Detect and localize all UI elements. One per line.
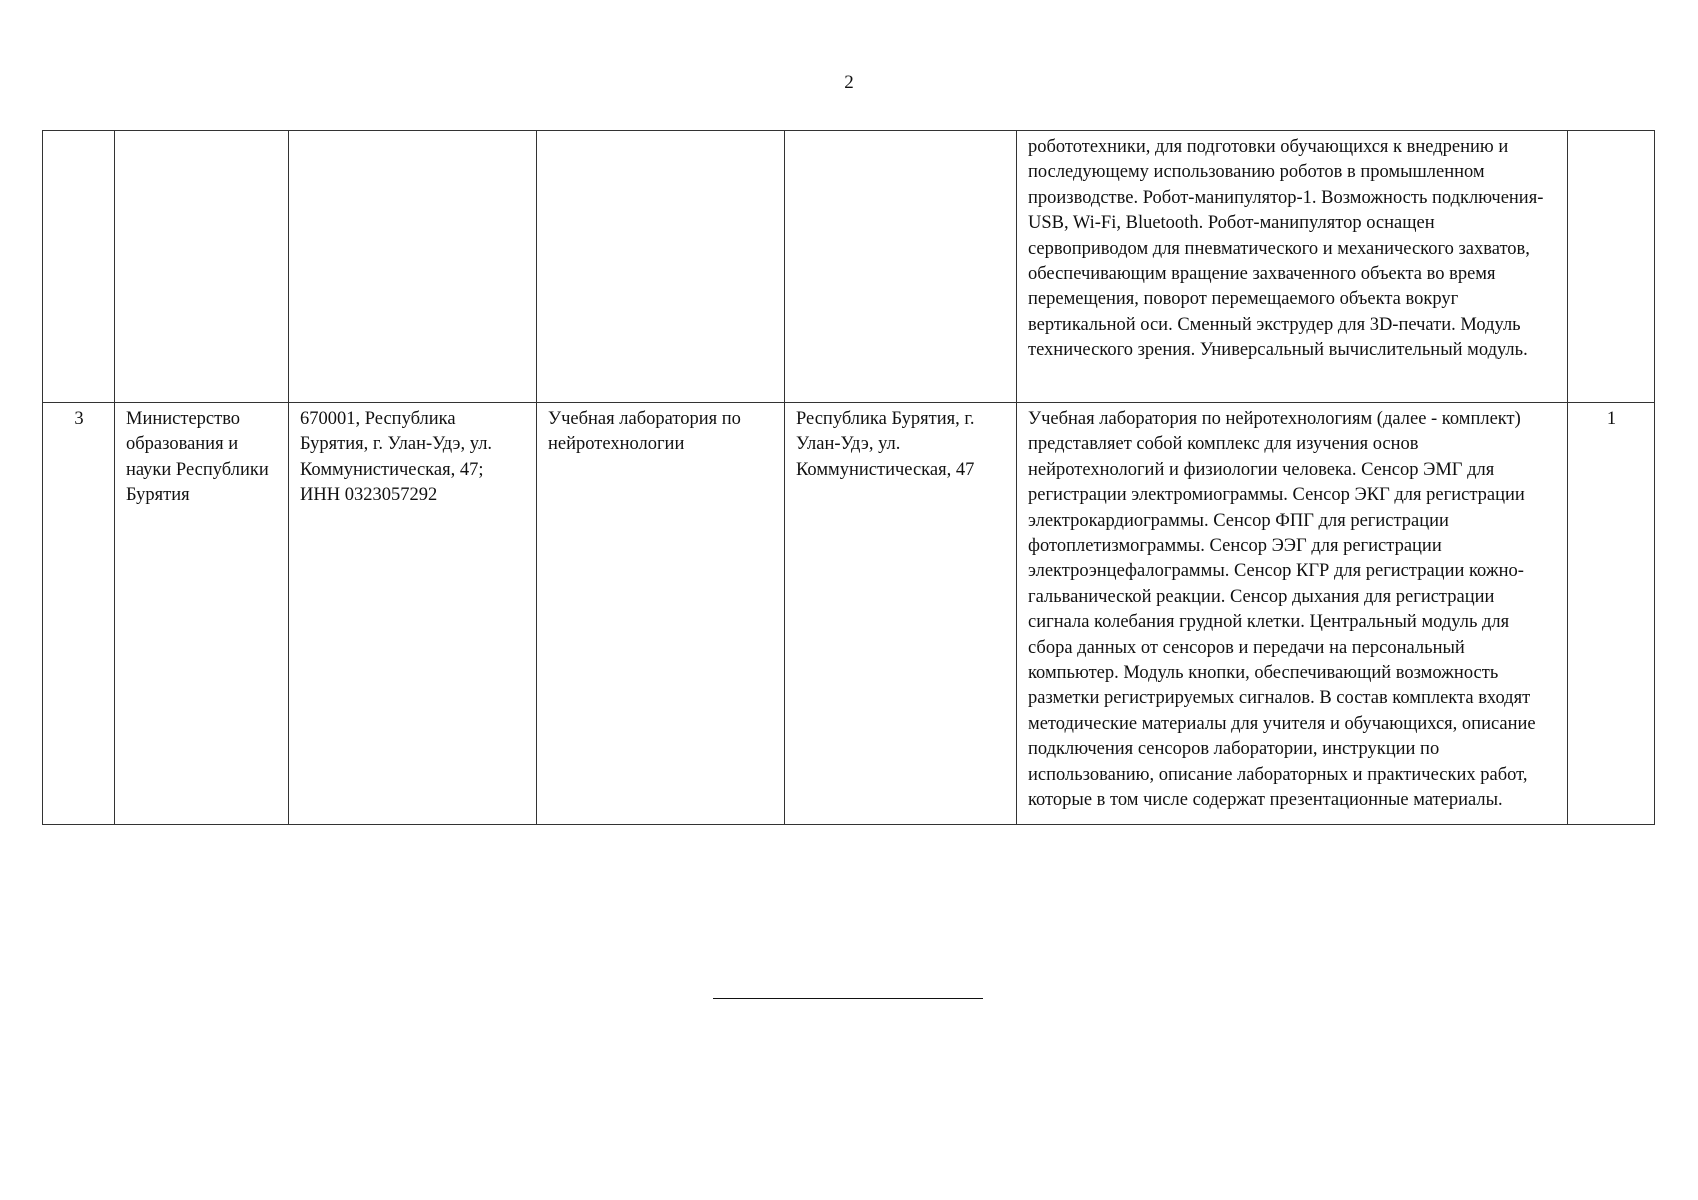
address-cell: 670001, Республика Бурятия, г. Улан-Удэ, ул. Коммунистическая, 47; ИНН 0323057292 — [289, 403, 537, 825]
location-cell: Республика Бурятия, г. Улан-Удэ, ул. Коммунистическая, 47 — [785, 403, 1017, 825]
row-number-cell: 3 — [43, 403, 115, 825]
table-row — [43, 403, 1655, 825]
equipment-table — [42, 130, 1655, 825]
equipment-name-cell: Учебная лаборатория по нейротехнологии — [537, 403, 785, 825]
table-row — [43, 131, 1655, 403]
description-cell: робототехники, для подготовки обучающихся к внедрению и последующему использованию роботов в промышленном производстве. Робот-манипулятор-1. Возможность подключения- USB, Wi-Fi, Bluetooth. Робот-манипулятор оснащен сервоприводом для пневматического и механического захватов, обеспечивающим вращение захваченного объекта во время перемещения, поворот перемещаемого объекта вокруг вертикальной оси. Сменный экструдер для 3D-печати. Модуль технического зрения. Универсальный вычислительный модуль. — [1017, 131, 1568, 403]
organization-cell: Министерство образования и науки Республики Бурятия — [115, 403, 289, 825]
closing-divider — [713, 998, 983, 999]
quantity-cell: 1 — [1568, 403, 1655, 825]
description-cell: Учебная лаборатория по нейротехнологиям (далее - комплект) представляет собой комплекс для изучения основ нейротехнологий и физиологии человека. Сенсор ЭМГ для регистрации электромиограммы. Сенсор ЭКГ для регистрации электрокардиограммы. Сенсор ФПГ для регистрации фотоплетизмограммы. Сенсор ЭЭГ для регистрации электроэнцефалограммы. Сенсор КГР для регистрации кожно-гальванической реакции. Сенсор дыхания для регистрации сигнала колебания грудной клетки. Центральный модуль для сбора данных от сенсоров и передачи на персональный компьютер. Модуль кнопки, обеспечивающий возможность разметки регистрируемых сигналов. В состав комплекта входят методические материалы для учителя и обучающихся, описание подключения сенсоров лаборатории, инструкции по использованию, описание лабораторных и практических работ, которые в том числе содержат презентационные материалы. — [1017, 403, 1568, 825]
location-cell — [785, 131, 1017, 403]
row-number-cell — [43, 131, 115, 403]
quantity-cell — [1568, 131, 1655, 403]
organization-cell — [115, 131, 289, 403]
address-cell — [289, 131, 537, 403]
equipment-name-cell — [537, 131, 785, 403]
page-number: 2 — [844, 72, 854, 93]
